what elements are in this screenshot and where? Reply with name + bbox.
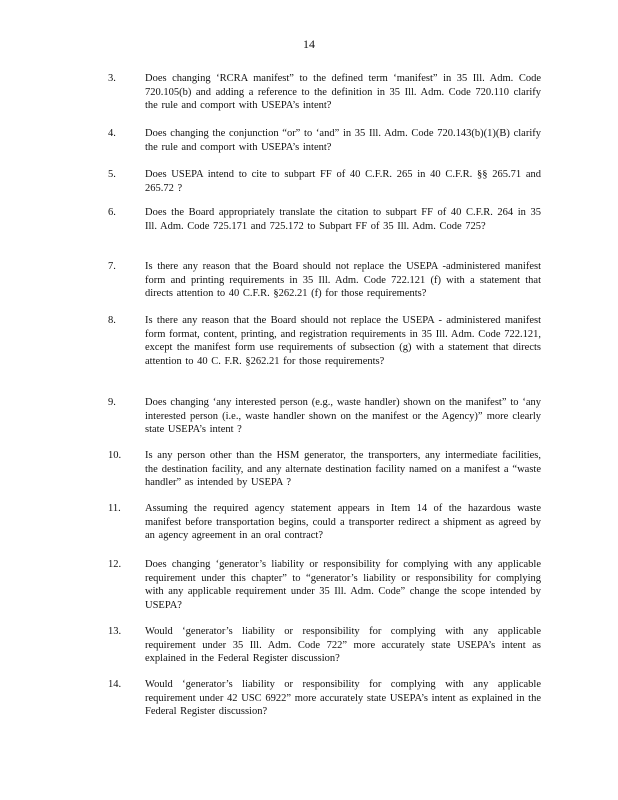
question-text: Is there any reason that the Board should not replace the USEPA - administered manifest form format, content, printing, and registration requirements in 35 Ill. Adm. Code 722.121, except the manifest form use requirements of subsection (g) with a statement that directs attention to 40 C. F.R. §262.21 for those requirements?	[145, 315, 541, 367]
question-text: Does changing ‘RCRA manifest” to the defined term ‘manifest” in 35 Ill. Adm. Code 720.105(b) and adding a reference to the definition in 35 Ill. Adm. Code 720.110 clarify the rule and comport with USEPA’s intent?	[145, 73, 541, 112]
question-number: 13.	[108, 626, 122, 637]
question-number: 7.	[108, 261, 116, 272]
question-text: Would ‘generator’s liability or responsibility for complying with any applicable requirement under 35 Ill. Adm. Code 722” more accurately state USEPA’s intent as explained in the Federal Register discussion?	[145, 626, 541, 665]
question-text: Would ‘generator’s liability or responsibility for complying with any applicable requirement under 42 USC 6922” more accurately state USEPA’s intent as explained in the Federal Register discussion?	[145, 679, 541, 718]
question-number: 14.	[108, 679, 122, 690]
question-text: Is any person other than the HSM generator, the transporters, any intermediate facilities, the destination facility, and any alternate destination facility named on a manifest a “waste handler” as intended by USEPA ?	[145, 450, 541, 489]
question-number: 3.	[108, 73, 116, 84]
question-text: Does USEPA intend to cite to subpart FF of 40 C.F.R. 265 in 40 C.F.R. §§ 265.71 and 265.72 ?	[145, 169, 541, 194]
question-number: 9.	[108, 397, 116, 408]
question-text: Is there any reason that the Board should not replace the USEPA -administered manifest form and printing requirements in 35 Ill. Adm. Code 722.121 (f) with a statement that directs attention to 40 C.F.R. §262.21 (f) for those requirements?	[145, 261, 541, 300]
question-number: 6.	[108, 207, 116, 218]
question-text: Does changing ‘any interested person (e.g., waste handler) shown on the manifest” to ‘any interested person (i.e., waste handler shown on the manifest or the Agency)” more clearly state USEPA’s intent ?	[145, 397, 541, 436]
page-number: 14	[303, 37, 315, 51]
question-number: 4.	[108, 128, 116, 139]
question-number: 5.	[108, 169, 116, 180]
question-number: 11.	[108, 503, 121, 514]
question-text: Assuming the required agency statement appears in Item 14 of the hazardous waste manifest before transportation begins, could a transporter redirect a shipment as agreed by an agency agreement in an oral contract?	[145, 503, 541, 542]
question-text: Does changing the conjunction “or” to ‘and” in 35 Ill. Adm. Code 720.143(b)(1)(B) clarify the rule and comport with USEPA’s intent?	[145, 128, 541, 153]
question-number: 10.	[108, 450, 122, 461]
question-text: Does changing ‘generator’s liability or responsibility for complying with any applicable requirement under this chapter” to “generator’s liability or responsibility for complying with any applicable requirement under 35 Ill. Adm. Code” change the scope intended by USEPA?	[145, 559, 541, 611]
question-text: Does the Board appropriately translate the citation to subpart FF of 40 C.F.R. 264 in 35 Ill. Adm. Code 725.171 and 725.172 to Subpart FF of 35 Ill. Adm. Code 725?	[145, 207, 541, 232]
question-number: 8.	[108, 315, 116, 326]
question-number: 12.	[108, 559, 122, 570]
